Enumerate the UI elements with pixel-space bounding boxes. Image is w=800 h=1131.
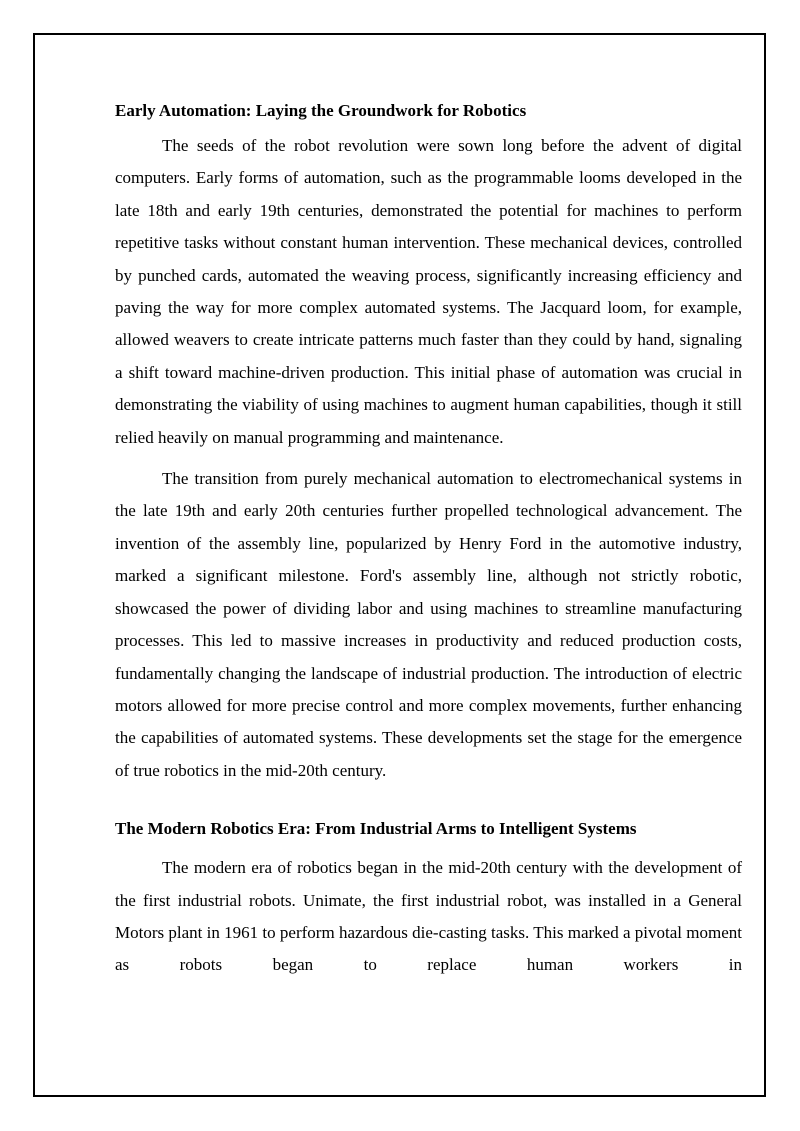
- document-body: [115, 98, 742, 982]
- paragraph: The transition from purely mechanical automation to electromechanical systems in the late 19th and early 20th centuries further propelled technological advancement. The invention of the assembly line, popularized by Henry Ford in the automotive industry, marked a significant milestone. Ford's assembly line, although not strictly robotic, showcased the power of dividing labor and using machines to streamline manufacturing processes. This led to massive increases in productivity and reduced production costs, fundamentally changing the landscape of industrial production. The introduction of electric motors allowed for more precise control and more complex movements, further enhancing the capabilities of automated systems. These developments set the stage for the emergence of true robotics in the mid-20th century.: [115, 469, 742, 780]
- section-heading-early-automation: Early Automation: Laying the Groundwork for Robotics: [115, 101, 527, 120]
- paragraph: The seeds of the robot revolution were sown long before the advent of digital computers. Early forms of automation, such as the programmable looms developed in the late 18th and early 19th centuries, demonstrated the potential for machines to perform repetitive tasks without constant human intervention. These mechanical devices, controlled by punched cards, automated the weaving process, significantly increasing efficiency and paving the way for more complex automated systems. The Jacquard loom, for example, allowed weavers to create intricate patterns much faster than they could by hand, signaling a shift toward machine-driven production. This initial phase of automation was crucial in demonstrating the viability of using machines to augment human capabilities, though it still relied heavily on manual programming and maintenance.: [115, 136, 742, 447]
- section-heading-modern-robotics: The Modern Robotics Era: From Industrial Arms to Intelligent Systems: [115, 819, 637, 839]
- paragraph: The modern era of robotics began in the mid-20th century with the development of the first industrial robots. Unimate, the first industrial robot, was installed in a General Motors plant in 1961 to perform hazardous die-casting tasks. This marked a pivotal moment as robots began to replace human workers in: [115, 858, 742, 975]
